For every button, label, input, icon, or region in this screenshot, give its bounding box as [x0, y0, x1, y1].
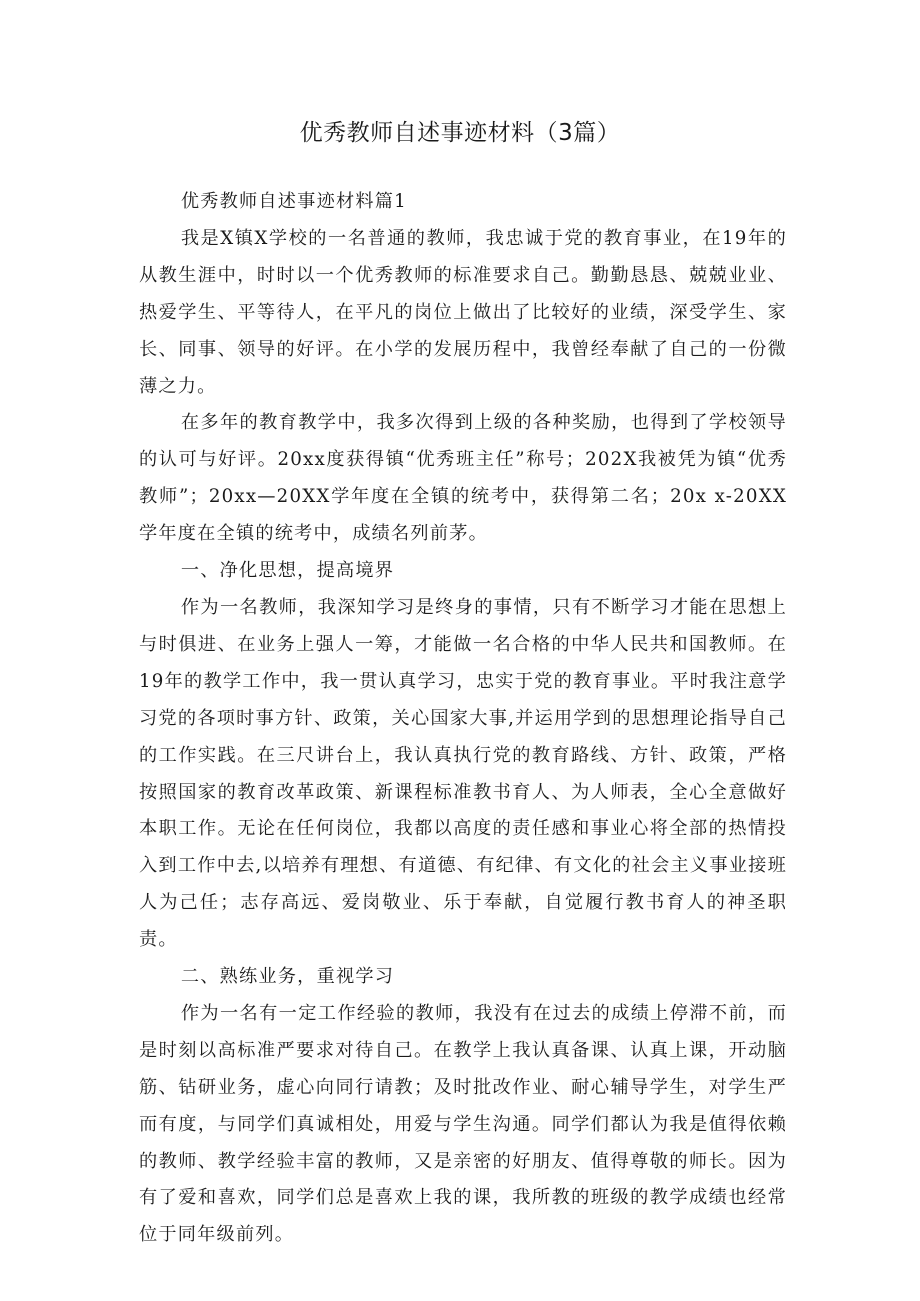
document-title: 优秀教师自述事迹材料（3篇）: [299, 120, 621, 146]
paragraph-intro: 我是X镇X学校的一名普通的教师，我忠诚于党的教育事业，在19年的从教生涯中，时时以一个优秀教师的标准要求自己。勤勤恳恳、兢兢业业、热爱学生、平等待人，在平凡的岗位上做出了比较好的业绩，深受学生、家长、同事、领导的好评。在小学的发展历程中，我曾经奉献了自己的一份微薄之力。: [139, 227, 787, 397]
document-body: [139, 184, 787, 1254]
subheading-purify-thought: 一、净化思想，提高境界: [180, 560, 395, 582]
paragraph-learning: 作为一名教师，我深知学习是终身的事情，只有不断学习才能在思想上与时俱进、在业务上强人一筹，才能做一名合格的中华人民共和国教师。在19年的教学工作中，我一贯认真学习，忠实于党的教育事业。平时我注意学习党的各项时事方针、政策，关心国家大事,并运用学到的思想理论指导自己的工作实践。在三尺讲台上，我认真执行党的教育路线、方针、政策，严格按照国家的教育改革政策、新课程标准教书育人、为人师表，全心全意做好本职工作。无论在任何岗位，我都以高度的责任感和事业心将全部的热情投入到工作中去,以培养有理想、有道德、有纪律、有文化的社会主义事业接班人为己任；志存高远、爱岗敬业、乐于奉献，自觉履行教书育人的神圣职责。: [139, 596, 787, 951]
paragraph-teaching: 作为一名有一定工作经验的教师，我没有在过去的成绩上停滞不前，而是时刻以高标准严要求对待自己。在教学上我认真备课、认真上课，开动脑筋、钻研业务，虚心向同行请教；及时批改作业、耐心辅导学生，对学生严而有度，与同学们真诚相处，用爱与学生沟通。同学们都认为我是值得依赖的教师、教学经验丰富的教师，又是亲密的好朋友、值得尊敬的师长。因为有了爱和喜欢，同学们总是喜欢上我的课，我所教的班级的教学成绩也经常位于同年级前列。: [139, 1002, 787, 1246]
paragraph-awards: 在多年的教育教学中，我多次得到上级的各种奖励，也得到了学校领导的认可与好评。20xx度获得镇“优秀班主任”称号；202X我被凭为镇“优秀教师”；20xx—20XX学年度在全镇的统考中，获得第二名；20x x-20XX学年度在全镇的统考中，成绩名列前茅。: [139, 412, 787, 545]
section-heading: 优秀教师自述事迹材料篇1: [180, 191, 407, 212]
subheading-skills: 二、熟练业务，重视学习: [180, 966, 395, 988]
